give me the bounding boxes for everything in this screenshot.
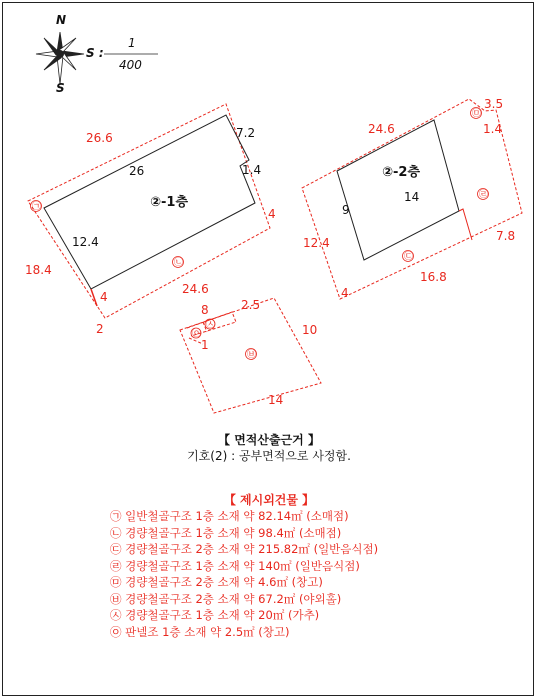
compass-rose-icon — [36, 13, 84, 95]
b2-dim-left: 12.4 — [303, 236, 330, 250]
b2-dim-bottom-left: 4 — [341, 286, 349, 300]
b3-dim-left: 1 — [201, 338, 209, 352]
b2-dim-corner-h: 1.4 — [483, 122, 503, 136]
scale-indicator — [86, 36, 158, 72]
b2-dim-inner-h: 9 — [342, 203, 350, 217]
b2-dim-bottom: 16.8 — [420, 270, 447, 284]
basis-note: 기호(2) : 공부면적으로 사정함. — [187, 449, 351, 463]
building-3 — [180, 298, 321, 413]
building-2-mark-d: ㉣ — [479, 190, 489, 200]
compass-south: S — [56, 81, 65, 95]
building-3-mark-h: ㉧ — [192, 329, 202, 339]
b2-dim-inner-w: 14 — [404, 190, 420, 204]
b1-dim-top-outer: 26.6 — [86, 131, 113, 145]
b1-dim-left-inner: 12.4 — [72, 235, 99, 249]
b3-dim-right: 10 — [302, 323, 318, 337]
list-item: ㉤ 경량철골구조 2층 소재 약 4.6㎡ (창고) — [110, 575, 323, 589]
b1-dim-bottom: 24.6 — [182, 282, 209, 296]
building-2 — [302, 97, 522, 300]
b3-dim-top-b: 2.5 — [241, 298, 261, 312]
list-item: ㉣ 경량철골구조 1층 소재 약 140㎡ (일반음식점) — [110, 558, 360, 573]
b3-dim-top-a: 8 — [201, 303, 209, 317]
building-1 — [25, 104, 276, 336]
scale-prefix: S : — [86, 46, 104, 60]
b3-dim-bottom: 14 — [268, 393, 284, 407]
building-3-mark-g: ㉦ — [206, 320, 216, 330]
b1-dim-bottom-corner: 2 — [96, 322, 104, 336]
building-1-mark-a: ㉠ — [32, 202, 42, 212]
building-2-mark-e: ㉤ — [472, 109, 482, 119]
building-1-label: ②-1층 — [150, 195, 189, 210]
building-2-inner-structure — [337, 120, 459, 260]
list-item: ㉢ 경량철골구조 2층 소재 약 215.82㎡ (일반음식점) — [110, 542, 379, 556]
compass-north: N — [56, 13, 67, 27]
list-item: ㉡ 경량철골구조 1층 소재 약 98.4㎡ (소매점) — [110, 525, 342, 540]
b1-dim-bottom-gap: 4 — [100, 290, 108, 304]
list-item: ㉦ 경량철골구조 1층 소재 약 20㎡ (가추) — [110, 608, 320, 622]
building-2-label: ②-2층 — [382, 165, 421, 180]
b2-dim-right-gap: 7.8 — [496, 229, 516, 243]
b1-dim-step-b: 1.4 — [242, 163, 262, 177]
b2-dim-top: 24.6 — [368, 122, 395, 136]
scale-numerator: 1 — [128, 36, 136, 50]
b1-dim-step-a: 7.2 — [236, 126, 256, 140]
list-item: ㉠ 일반철골구조 1층 소재 약 82.14㎡ (소매점) — [110, 509, 349, 523]
extras-title: 【 제시외건물 】 — [223, 493, 315, 507]
b1-dim-right: 4 — [268, 207, 276, 221]
b1-dim-top-inner: 26 — [129, 164, 145, 178]
basis-title: 【 면적산출근거 】 — [218, 433, 320, 447]
list-item: ㉧ 판넬조 1층 소재 약 2.5㎡ (창고) — [110, 624, 290, 639]
b1-dim-left-outer: 18.4 — [25, 263, 52, 277]
building-2-mark-c: ㉢ — [404, 252, 414, 262]
building-1-mark-b: ㉡ — [174, 258, 184, 268]
scale-denominator: 400 — [119, 58, 142, 72]
b2-dim-corner-w: 3.5 — [484, 97, 504, 111]
extras-list — [110, 508, 378, 640]
list-item: ㉥ 경량철골구조 2층 소재 약 67.2㎡ (야외홀) — [110, 591, 342, 606]
building-1-outer-boundary — [28, 104, 270, 318]
building-3-mark-f: ㉥ — [247, 350, 257, 360]
